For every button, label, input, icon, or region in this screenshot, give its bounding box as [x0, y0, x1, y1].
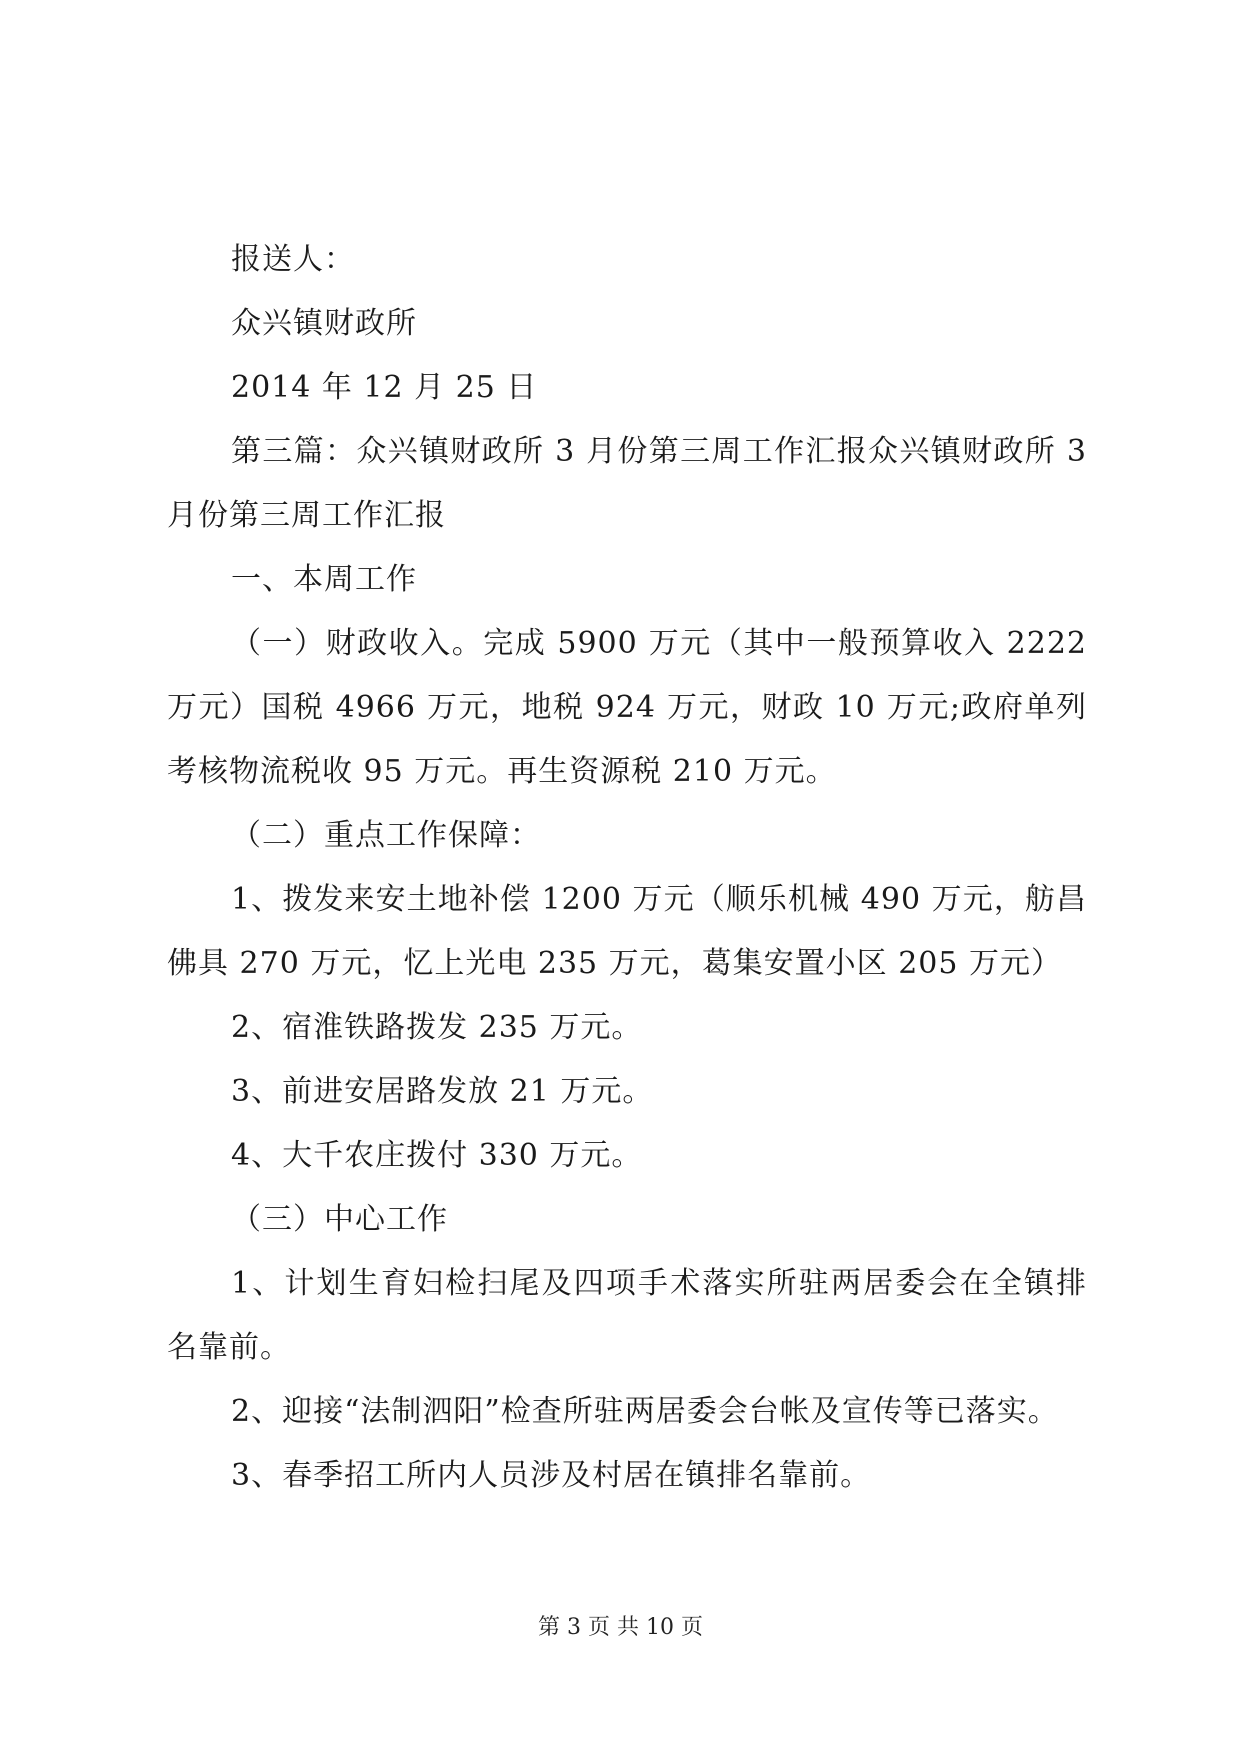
paragraph-reporter-label: 报送人：	[231, 242, 355, 277]
paragraph-fiscal-revenue: （一）财政收入。完成 5900 万元（其中一般预算收入 2222 万元）国税 4966 万元，地税 924 万元，财政 10 万元;政府单列考核物流税收 95 万元。再生资源税 210 万元。	[167, 626, 1087, 789]
paragraph-item-4: 4、大千农庄拨付 330 万元。	[231, 1138, 643, 1173]
paragraph-key-work-heading: （二）重点工作保障：	[231, 818, 541, 853]
paragraph-office-name: 众兴镇财政所	[231, 306, 417, 341]
paragraph-date: 2014 年 12 月 25 日	[231, 370, 538, 405]
paragraph-section-title: 第三篇：众兴镇财政所 3 月份第三周工作汇报众兴镇财政所 3 月份第三周工作汇报	[167, 434, 1087, 533]
paragraph-item-2: 2、宿淮铁路拨发 235 万元。	[231, 1010, 643, 1045]
paragraph-central-item-2: 2、迎接“法制泗阳”检查所驻两居委会台帐及宣传等已落实。	[231, 1394, 1059, 1429]
paragraph-central-work-heading: （三）中心工作	[231, 1202, 448, 1237]
paragraph-central-item-3: 3、春季招工所内人员涉及村居在镇排名靠前。	[231, 1458, 872, 1493]
paragraph-heading-weekly-work: 一、本周工作	[231, 562, 417, 597]
paragraph-central-item-1: 1、计划生育妇检扫尾及四项手术落实所驻两居委会在全镇排名靠前。	[167, 1266, 1087, 1365]
paragraph-item-1: 1、拨发来安土地补偿 1200 万元（顺乐机械 490 万元，舫昌佛具 270 万元，忆上光电 235 万元，葛集安置小区 205 万元）	[167, 882, 1087, 981]
paragraph-item-3: 3、前进安居路发放 21 万元。	[231, 1074, 654, 1109]
document-body	[167, 228, 1087, 1508]
page-footer: 第 3 页 共 10 页	[538, 1615, 703, 1640]
